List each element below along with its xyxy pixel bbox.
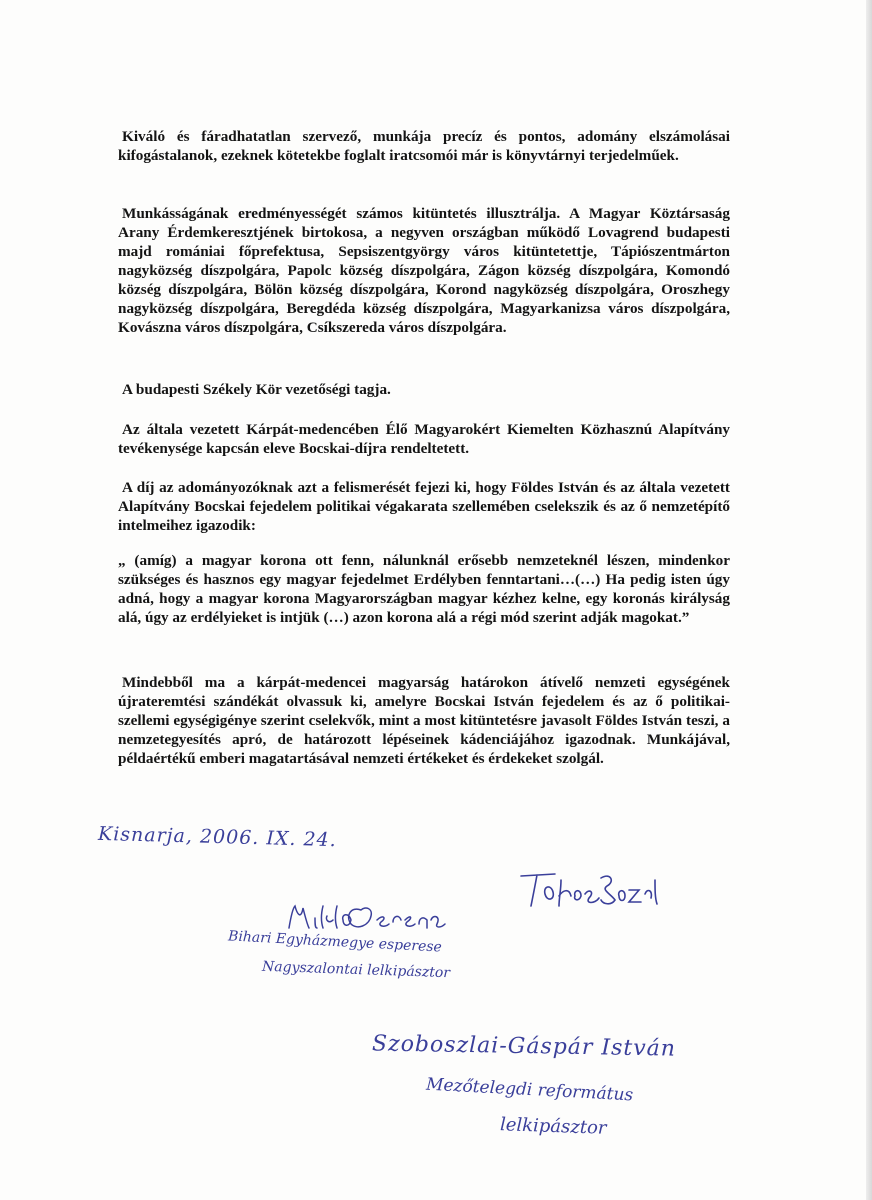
paragraph-awards: Munkásságának eredményességét számos kitüntetés illusztrálja. A Magyar Köztársaság Arany Érdemkeresztjének birtokosa, a negyven országban működő Lovagrend budapesti majd romániai főprefektusa, Sepsiszentgyörgy város kitüntetettje, Tápiószentmárton nagyközség díszpolgára, Papolc község díszpolgára, Zágon község díszpolgára, Komondó község díszpolgára, Bölön község díszpolgára, Korond nagyközség díszpolgára, Oroszhegy nagyközség díszpolgára, Beregdéda község díszpolgára, Magyarkanizsa város díszpolgára, Kovászna város díszpolgára, Csíkszereda város díszpolgára.	[118, 205, 730, 336]
paragraph-prize: A díj az adományozóknak azt a felismerését fejezi ki, hogy Földes István és az általa vezetett Alapítvány Bocskai fejedelem politikai végakarata szellemében cselekszik és az ő nemzetépítő intelmeihez igazodik:	[118, 479, 730, 534]
paragraph-bocskai-quote: „ (amíg) a magyar korona ott fenn, nálunknál erősebb nemzeteknél lészen, mindenkor szükséges és hasznos egy magyar fejedelmet Erdélyben fenntartani…(…) Ha pedig isten úgy adná, hogy a magyar korona Magyarországban magyar kézhez kelne, egy koronás királyság alá, úgy az erdélyieket is intjük (…) azon korona alá a régi mód szerint adják magokat.”	[118, 552, 730, 626]
paragraph-organizer: Kiváló és fáradhatatlan szervező, munkája precíz és pontos, adomány elszámolásai kifogástalanok, ezeknek kötetekbe foglalt iratcsomói már is könyvtárnyi terjedelműek.	[118, 128, 730, 164]
signature-2-image	[285, 902, 475, 932]
signer-2-title: Bihari Egyházmegye esperese	[227, 928, 443, 956]
page-edge	[866, 0, 872, 1200]
handwritten-place-date: Kisnarja, 2006. IX. 24.	[97, 822, 337, 852]
signer-3-parish: Mezőtelegdi református	[425, 1074, 634, 1106]
paragraph-foundation: Az általa vezetett Kárpát-medencében Élő Magyarokért Kiemelten Közhasznú Alapítvány tevékenysége kapcsán eleve Bocskai-díjra rendeltetett.	[118, 421, 730, 457]
signer-2-parish: Nagyszalontai lelkipásztor	[261, 958, 451, 982]
paragraph-szekely-kor: A budapesti Székely Kör vezetőségi tagja.	[122, 381, 391, 398]
signature-1-image	[515, 866, 665, 914]
signer-3-title: lelkipásztor	[499, 1114, 607, 1139]
signer-3-name: Szoboszlai-Gáspár István	[371, 1031, 677, 1062]
paragraph-conclusion: Mindebből ma a kárpát-medencei magyarság határokon átívelő nemzeti egységének újrateremtési szándékát olvassuk ki, amelyre Bocskai István fejedelem és az ő politikai-szellemi egységigénye szerint cselekvők, mint a most kitüntetésre javasolt Földes István teszi, a nemzetegyesítés apró, de határozott lépéseinek kádenciájához igazodnak. Munkájával, példaértékű emberi magatartásával nemzeti értékeket és érdekeket szolgál.	[118, 674, 730, 767]
